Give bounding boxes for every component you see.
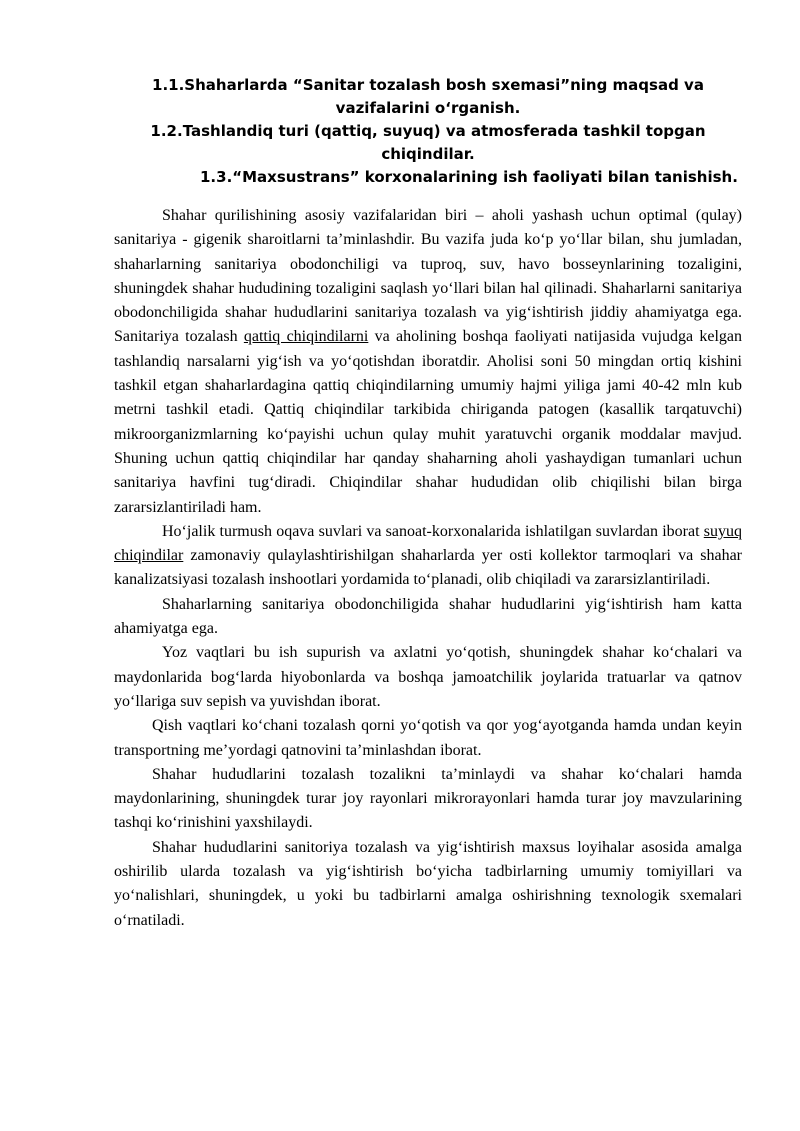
paragraph-text: va aholining boshqa faoliyati natijasida vujudga kelgan tashlandiq narsalarni yig‘ish va yo‘qotishdan iboratdir. Aholisi soni 50 mingdan ortiq kishini tashkil etgan shaharlardagina qattiq chiqindilarning umumiy hajmi yiliga jami 40-42 mln kub metrni tashkil etadi. Qattiq chiqindilar tarkibida chiriganda patogen (kasallik tarqatuvchi) mikroorganizmlarning ko‘payishi uchun qulay muhit yaratuvchi organik moddalar mavjud. Shuning uchun qattiq chiqindilar har qanday shaharning aholi yashaydigan tumanlari uchun sanitariya havfini tug‘diradi. Chiqindilar shahar hududidan olib chiqilishi bilan birga zararsizlantiriladi ham. <box>114 328 742 516</box>
paragraph: Shahar hududlarini tozalash tozalikni ta’minlaydi va shahar ko‘chalari hamda maydonlarining, shuningdek turar joy rayonlari mikrorayonlari hamda turar joy mavzularining tashqi ko‘rinishini yaxshilaydi. <box>114 765 742 832</box>
paragraph <box>114 520 742 593</box>
heading-1-3: 1.3.“Maxsustrans” korxonalarining ish faoliyati bilan tanishish. <box>200 168 738 186</box>
underlined-term: suyuq chiqindilar <box>114 522 742 565</box>
paragraph: Shaharlarning sanitariya obodonchiligida shahar hududlarini yig‘ishtirish ham katta ahamiyatga ega. <box>114 595 742 638</box>
paragraph-text: Shahar qurilishining asosiy vazifalaridan biri – aholi yashash uchun optimal (qulay) sanitariya - gigenik sharoitlarni ta’minlashdir. Bu vazifa juda ko‘p yo‘llar bilan, shu jumladan, shaharlarning sanitariya obodonchiligi va tuproq, suv, havo bosseynlarining tozaligini, shuningdek shahar hududining tozaligini saqlash yo‘llari bilan hal qilinadi. Shaharlarni sanitariya obodonchiligida shahar hududlarini sanitariya tozalash va yig‘ishtirish jiddiy ahamiyatga ega. Sanitariya tozalash <box>114 207 742 346</box>
paragraph-text: zamonaviy qulaylashtirishilgan shaharlarda yer osti kollektor tarmoqlari va shahar kanalizatsiyasi tozalash inshootlari yordamida to‘planadi, olib chiqiladi va zararsizlantiriladi. <box>114 547 743 589</box>
heading-1-1: 1.1.Shaharlarda “Sanitar tozalash bosh sxemasi”ning maqsad va vazifalarini o‘rganish. <box>152 76 704 117</box>
underlined-term: qattiq chiqindilarni <box>243 328 369 346</box>
paragraph: Qish vaqtlari ko‘chani tozalash qorni yo‘qotish va qor yog‘ayotganda hamda undan keyin transportning me’yordagi qatnovini ta’minlashdan iborat. <box>114 717 742 759</box>
body-text <box>114 204 742 933</box>
section-headings <box>112 74 744 189</box>
paragraph-text: Ho‘jalik turmush oqava suvlari va sanoat-korxonalarida ishlatilgan suvlardan iborat <box>162 522 700 540</box>
paragraph: Shahar hududlarini sanitoriya tozalash va yig‘ishtirish maxsus loyihalar asosida amalga oshirilib ularda tozalash va yig‘ishtirish bo‘yicha tadbirlarning umumiy tomiyillari va yo‘nalishlari, shuningdek, u yoki bu tadbirlarni amalga oshirishning texnologik sxemalari o‘rnatiladi. <box>114 838 742 929</box>
heading-1-2: 1.2.Tashlandiq turi (qattiq, suyuq) va atmosferada tashkil topgan chiqindilar. <box>150 122 706 163</box>
paragraph <box>114 204 742 520</box>
paragraph: Yoz vaqtlari bu ish supurish va axlatni yo‘qotish, shuningdek shahar ko‘chalari va maydonlarida bog‘larda hiyobonlarda va boshqa jamoatchilik joylarida tratuarlar va qatnov yo‘llariga suv sepish va yuvishdan iborat. <box>114 644 742 710</box>
